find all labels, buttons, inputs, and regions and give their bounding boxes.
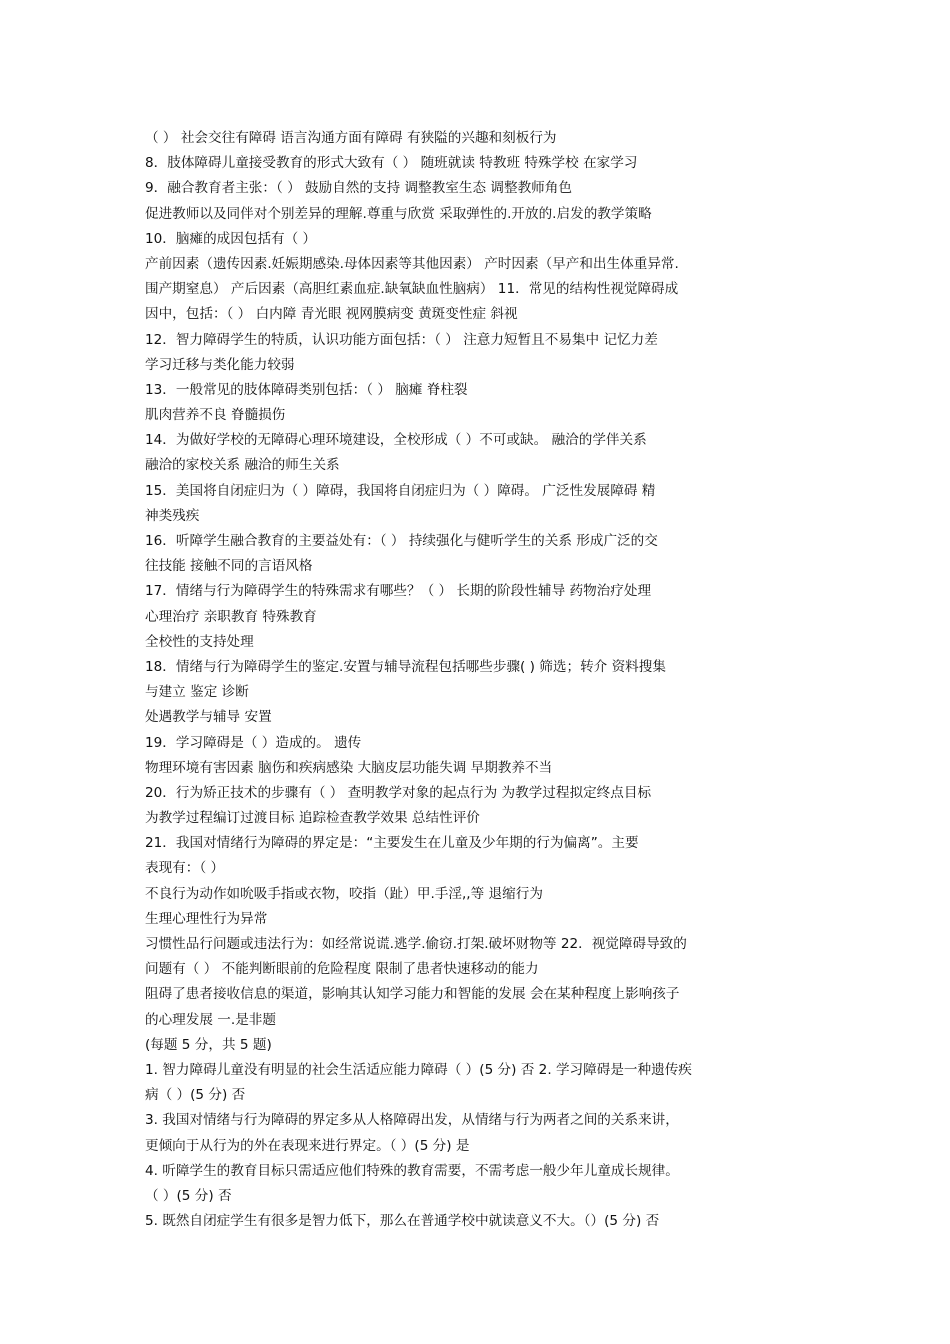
text-line: 表现有：（ ）	[145, 860, 225, 877]
document-body	[145, 126, 813, 1234]
text-line: 8．肢体障碍儿童接受教育的形式大致有（ ） 随班就读 特教班 特殊学校 在家学习	[145, 155, 638, 172]
text-line: 17．情绪与行为障碍学生的特殊需求有哪些？（ ） 长期的阶段性辅导 药物治疗处理	[145, 583, 652, 600]
text-line: 5. 既然自闭症学生有很多是智力低下，那么在普通学校中就读意义不大。（）(5 分) 否	[145, 1213, 660, 1230]
text-line: 3. 我国对情绪与行为障碍的界定多从人格障碍出发，从情绪与行为两者之间的关系来讲，	[145, 1112, 679, 1129]
text-line: 问题有（ ） 不能判断眼前的危险程度 限制了患者快速移动的能力	[145, 961, 539, 978]
text-line: 10．脑瘫的成因包括有（ ）	[145, 230, 317, 247]
text-line: 神类残疾	[145, 507, 200, 524]
text-line: 13．一般常见的肢体障碍类别包括：（ ） 脑瘫 脊柱裂	[145, 381, 468, 398]
text-line: 物理环境有害因素 脑伤和疾病感染 大脑皮层功能失调 早期教养不当	[145, 759, 553, 776]
text-line: 全校性的支持处理	[145, 633, 254, 650]
text-line: 21．我国对情绪行为障碍的界定是：“主要发生在儿童及少年期的行为偏离”。主要	[145, 835, 639, 852]
text-line: 融洽的家校关系 融洽的师生关系	[145, 457, 340, 474]
text-line: 18．情绪与行为障碍学生的鉴定.安置与辅导流程包括哪些步骤( ) 筛选；转介 资料搜集	[145, 658, 666, 675]
text-line: 围产期窒息） 产后因素（高胆红素血症.缺氧缺血性脑病） 11．常见的结构性视觉障碍成	[145, 281, 679, 298]
text-line: 的心理发展 一.是非题	[145, 1011, 276, 1028]
text-line: 4. 听障学生的教育目标只需适应他们特殊的教育需要，不需考虑一般少年儿童成长规律。	[145, 1162, 679, 1179]
text-line: 病（ ）(5 分) 否	[145, 1087, 246, 1104]
text-line: 14．为做好学校的无障碍心理环境建设，全校形成（ ）不可或缺。 融洽的学伴关系	[145, 432, 647, 449]
text-line: 阻碍了患者接收信息的渠道，影响其认知学习能力和智能的发展 会在某种程度上影响孩子	[145, 986, 680, 1003]
section-note: (每题 5 分，共 5 题)	[145, 1036, 272, 1053]
text-line: 1. 智力障碍儿童没有明显的社会生活适应能力障碍（ ）(5 分) 否 2. 学习障碍是一种遗传疾	[145, 1061, 692, 1078]
text-line: 为教学过程编订过渡目标 追踪检查教学效果 总结性评价	[145, 810, 480, 827]
text-line: 处遇教学与辅导 安置	[145, 709, 272, 726]
text-line: （ ）(5 分) 否	[145, 1187, 232, 1204]
text-line: 肌肉营养不良 脊髓损伤	[145, 407, 286, 424]
text-line: 12．智力障碍学生的特质，认识功能方面包括：（ ） 注意力短暂且不易集中 记忆力差	[145, 331, 658, 348]
text-line: 16．听障学生融合教育的主要益处有：（ ） 持续强化与健听学生的关系 形成广泛的交	[145, 533, 658, 549]
text-line: 与建立 鉴定 诊断	[145, 684, 249, 701]
text-line: 学习迁移与类化能力较弱	[145, 356, 295, 373]
text-line: 9．融合教育者主张：（ ） 鼓励自然的支持 调整教室生态 调整教师角色	[145, 180, 572, 197]
text-line: 20．行为矫正技术的步骤有（ ） 查明教学对象的起点行为 为教学过程拟定终点目标	[145, 784, 652, 801]
text-line: （ ） 社会交往有障碍 语言沟通方面有障碍 有狭隘的兴趣和刻板行为	[145, 130, 557, 146]
text-line: 更倾向于从行为的外在表现来进行界定。（ ）(5 分) 是	[145, 1137, 470, 1154]
text-line: 15．美国将自闭症归为（ ）障碍，我国将自闭症归为（ ）障碍。 广泛性发展障碍 精	[145, 482, 656, 499]
text-line: 生理心理性行为异常	[145, 910, 268, 927]
text-line: 促进教师以及同伴对个别差异的理解.尊重与欣赏 采取弹性的.开放的.启发的教学策略	[145, 205, 652, 222]
text-line: 产前因素（遗传因素.妊娠期感染.母体因素等其他因素） 产时因素（早产和出生体重异常.	[145, 255, 679, 272]
text-line: 习惯性品行问题或违法行为：如经常说谎.逃学.偷窃.打架.破坏财物等 22．视觉障碍导致的	[145, 936, 687, 952]
text-line: 心理治疗 亲职教育 特殊教育	[145, 608, 317, 625]
text-line: 因中，包括：（ ） 白内障 青光眼 视网膜病变 黄斑变性症 斜视	[145, 306, 518, 323]
text-line: 19．学习障碍是（ ）造成的。 遗传	[145, 734, 362, 751]
text-line: 不良行为动作如吮吸手指或衣物，咬指（趾）甲.手淫,,等 退缩行为	[145, 885, 543, 902]
text-line: 往技能 接触不同的言语风格	[145, 558, 313, 575]
